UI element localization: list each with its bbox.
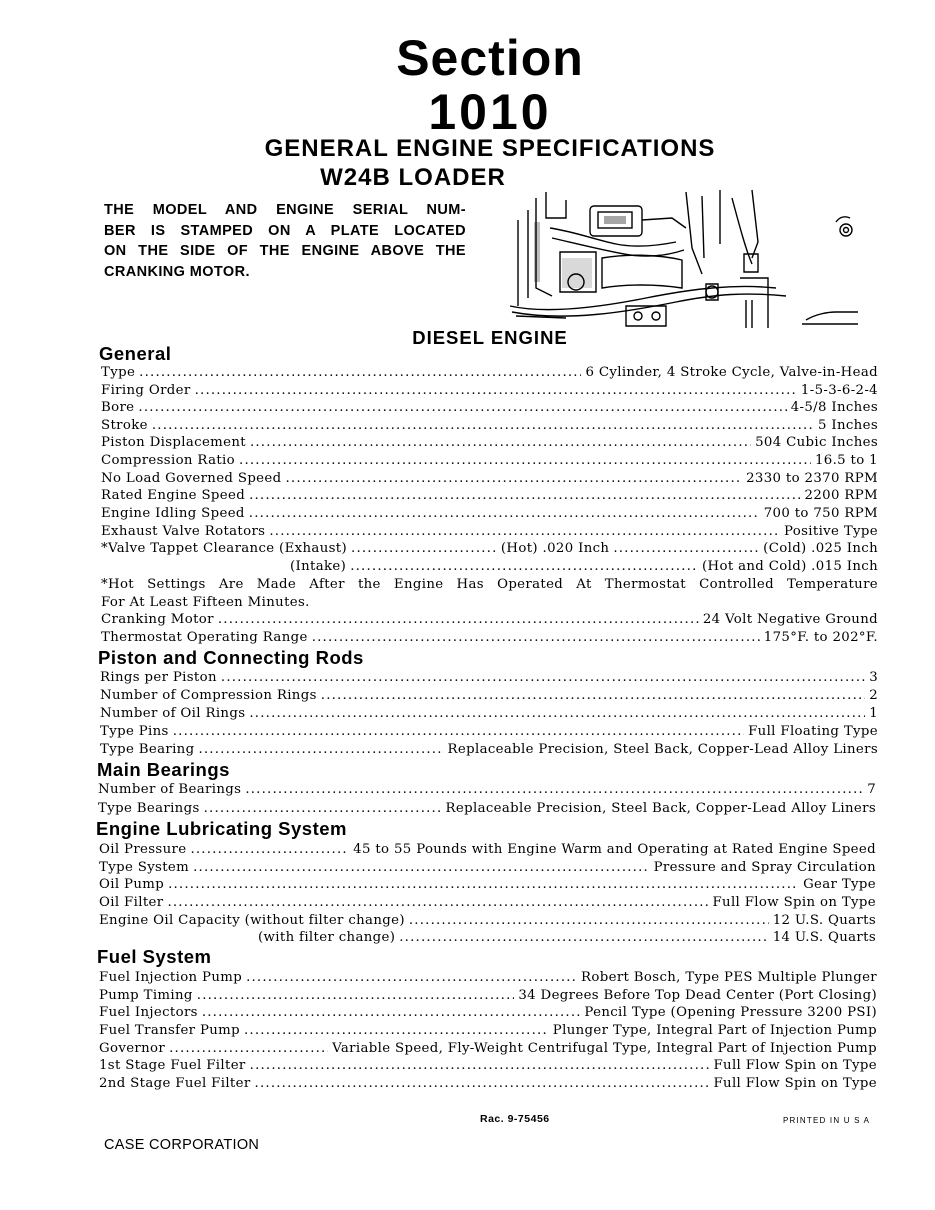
leader-dots — [399, 929, 768, 947]
spec-label: Compression Ratio — [101, 453, 236, 468]
printed-in-usa: PRINTED IN U S A — [783, 1116, 871, 1125]
spec-row-tappet-intake — [290, 558, 878, 576]
spec-row-oil-pump — [99, 876, 876, 894]
leader-dots — [202, 1004, 581, 1022]
spec-value: 45 to 55 Pounds with Engine Warm and Operating at Rated Engine Speed — [353, 842, 876, 857]
spec-row-compression — [101, 452, 878, 470]
spec-value: 12 U.S. Quarts — [772, 913, 876, 928]
spec-value: 175°F. to 202°F. — [763, 630, 878, 645]
spec-value-hot: (Hot) .020 Inch — [500, 541, 610, 556]
section-heading-general: General — [99, 343, 172, 364]
spec-row-injection-pump — [99, 969, 877, 987]
leader-dots — [244, 1022, 549, 1040]
leader-dots — [139, 364, 581, 382]
spec-value: Replaceable Precision, Steel Back, Copper-Lead Alloy Liners — [445, 801, 876, 816]
spec-label: Engine Oil Capacity (without filter change) — [99, 913, 405, 928]
spec-label: Firing Order — [101, 383, 191, 398]
spec-row-displacement — [101, 434, 878, 452]
spec-label: Rated Engine Speed — [101, 488, 246, 503]
spec-row-rated-speed — [101, 487, 878, 505]
company-name: CASE CORPORATION — [104, 1137, 260, 1153]
spec-label: Fuel Injectors — [99, 1005, 198, 1020]
spec-row-injectors — [99, 1004, 877, 1022]
leader-dots — [285, 470, 742, 488]
spec-value: 16.5 to 1 — [814, 453, 878, 468]
leader-dots — [250, 434, 751, 452]
spec-value: 2200 RPM — [804, 488, 878, 503]
spec-value: Replaceable Precision, Steel Back, Copper-Lead Alloy Liners — [447, 742, 878, 757]
spec-value: Pencil Type (Opening Pressure 3200 PSI) — [584, 1005, 877, 1020]
spec-label: Bore — [101, 400, 135, 415]
engine-illustration-icon — [506, 188, 868, 332]
spec-label: Rings per Piston — [100, 670, 217, 685]
spec-row-filter-1st — [99, 1057, 877, 1075]
spec-label: 2nd Stage Fuel Filter — [99, 1076, 251, 1091]
spec-label: Number of Oil Rings — [100, 706, 246, 721]
spec-row-type-system — [99, 859, 876, 877]
leader-dots — [204, 800, 442, 818]
leader-dots — [169, 1040, 328, 1058]
spec-label: Fuel Transfer Pump — [99, 1023, 240, 1038]
spec-value: Variable Speed, Fly-Weight Centrifugal Type, Integral Part of Injection Pump — [332, 1041, 877, 1056]
spec-label: Thermostat Operating Range — [101, 630, 308, 645]
leader-dots — [173, 723, 744, 741]
note-line: ON THE SIDE OF THE ENGINE ABOVE THE — [104, 243, 466, 259]
spec-row-valve-rotators — [101, 523, 878, 541]
leader-dots — [409, 912, 769, 930]
spec-row-bore — [101, 399, 878, 417]
spec-value: 2330 to 2370 RPM — [746, 471, 878, 486]
spec-row-pump-timing — [99, 987, 877, 1005]
note-line: BER IS STAMPED ON A PLATE LOCATED — [104, 222, 466, 239]
spec-row-governor — [99, 1040, 877, 1058]
spec-row-type — [101, 364, 878, 382]
leader-dots — [255, 1075, 710, 1093]
spec-row-tappet-exhaust — [101, 540, 878, 558]
spec-row-compression-rings — [100, 687, 878, 705]
leader-dots — [239, 452, 811, 470]
leader-dots — [218, 611, 699, 629]
leader-dots — [245, 781, 863, 799]
spec-row-type-bearings — [98, 800, 876, 818]
spec-value: Full Flow Spin on Type — [713, 1058, 877, 1073]
spec-label: Fuel Injection Pump — [99, 970, 243, 985]
spec-value: (Hot and Cold) .015 Inch — [701, 559, 878, 574]
spec-value: 2 — [869, 688, 878, 703]
spec-row-firing-order — [101, 382, 878, 400]
spec-label: Cranking Motor — [101, 612, 214, 627]
spec-row-oil-rings — [100, 705, 878, 723]
engine-type-heading: DIESEL ENGINE — [412, 327, 568, 348]
spec-value: Positive Type — [783, 524, 878, 539]
spec-label: Piston Displacement — [101, 435, 246, 450]
spec-value: Full Flow Spin on Type — [713, 1076, 877, 1091]
leader-dots — [138, 399, 786, 417]
leader-dots — [350, 558, 698, 576]
page-title: GENERAL ENGINE SPECIFICATIONS — [264, 135, 716, 162]
spec-value-cold: (Cold) .025 Inch — [763, 541, 878, 556]
spec-value: Full Flow Spin on Type — [712, 895, 876, 910]
spec-label: Engine Idling Speed — [101, 506, 245, 521]
spec-label: No Load Governed Speed — [101, 471, 282, 486]
leader-dots — [312, 629, 760, 647]
spec-label: Oil Filter — [99, 895, 164, 910]
leader-dots — [249, 705, 865, 723]
spec-row-filter-2nd — [99, 1075, 877, 1093]
spec-row-stroke — [101, 417, 878, 435]
spec-row-rings-per-piston — [100, 669, 878, 687]
leader-dots — [613, 540, 759, 558]
spec-row-oil-pressure — [99, 841, 876, 859]
spec-value: 7 — [867, 782, 876, 797]
spec-label: (with filter change) — [258, 930, 396, 945]
spec-label: Number of Compression Rings — [100, 688, 317, 703]
leader-dots — [249, 487, 800, 505]
spec-row-cranking-motor — [101, 611, 878, 629]
leader-dots — [221, 669, 865, 687]
spec-label: Pump Timing — [99, 988, 193, 1003]
spec-label: Governor — [99, 1041, 166, 1056]
spec-label: Type Pins — [100, 724, 169, 739]
spec-row-thermostat — [101, 629, 878, 647]
spec-row-number-bearings — [98, 781, 876, 799]
spec-value: Robert Bosch, Type PES Multiple Plunger — [581, 970, 877, 985]
spec-label: Type Bearing — [100, 742, 195, 757]
spec-row-transfer-pump — [99, 1022, 877, 1040]
spec-label: Number of Bearings — [98, 782, 242, 797]
spec-label: Type Bearings — [98, 801, 200, 816]
spec-row-no-load-speed — [101, 470, 878, 488]
page-subtitle: W24B LOADER — [320, 164, 506, 191]
spec-label: Exhaust Valve Rotators — [101, 524, 266, 539]
leader-dots — [351, 540, 497, 558]
spec-value: 1-5-3-6-2-4 — [800, 383, 878, 398]
section-word: Section — [396, 30, 584, 86]
spec-label: Type System — [99, 860, 190, 875]
reference-number: Rac. 9-75456 — [480, 1113, 550, 1125]
leader-dots — [152, 417, 814, 435]
spec-value: 6 Cylinder, 4 Stroke Cycle, Valve-in-Head — [585, 365, 878, 380]
leader-dots — [190, 841, 349, 859]
spec-label: *Valve Tappet Clearance (Exhaust) — [101, 541, 348, 556]
spec-value: Plunger Type, Integral Part of Injection Pump — [552, 1023, 877, 1038]
spec-row-type-pins — [100, 723, 878, 741]
spec-value: Gear Type — [803, 877, 876, 892]
spec-value: 4-5/8 Inches — [790, 400, 878, 415]
leader-dots — [249, 505, 760, 523]
spec-label: Oil Pressure — [99, 842, 187, 857]
section-number: 1010 — [428, 84, 552, 140]
spec-value: 504 Cubic Inches — [755, 435, 878, 450]
leader-dots — [198, 741, 443, 759]
hot-settings-note-continued: For At Least Fifteen Minutes. — [101, 595, 310, 610]
spec-value: 700 to 750 RPM — [763, 506, 878, 521]
section-heading-piston: Piston and Connecting Rods — [98, 647, 364, 668]
hot-settings-note: *Hot Settings Are Made After the Engine Has Operated At Thermostat Controlled Temperature — [101, 577, 878, 592]
leader-dots — [167, 894, 708, 912]
spec-value: 24 Volt Negative Ground — [702, 612, 878, 627]
leader-dots — [269, 523, 780, 541]
spec-row-idling-speed — [101, 505, 878, 523]
spec-label: Type — [101, 365, 136, 380]
leader-dots — [168, 876, 799, 894]
note-line: CRANKING MOTOR. — [104, 263, 250, 280]
leader-dots — [193, 859, 650, 877]
spec-value: 5 Inches — [817, 418, 878, 433]
section-heading-main-bearings: Main Bearings — [97, 759, 230, 780]
section-heading-fuel: Fuel System — [97, 946, 212, 967]
spec-row-oil-filter — [99, 894, 876, 912]
spec-value: 1 — [869, 706, 878, 721]
leader-dots — [246, 969, 577, 987]
leader-dots — [197, 987, 515, 1005]
leader-dots — [195, 382, 797, 400]
spec-label: Oil Pump — [99, 877, 165, 892]
spec-value: 3 — [869, 670, 878, 685]
spec-label: 1st Stage Fuel Filter — [99, 1058, 246, 1073]
spec-value: 14 U.S. Quarts — [772, 930, 876, 945]
section-heading-lubrication: Engine Lubricating System — [96, 818, 347, 839]
spec-row-type-bearing — [100, 741, 878, 759]
spec-label: (Intake) — [290, 559, 347, 574]
leader-dots — [321, 687, 865, 705]
spec-row-capacity-with — [258, 929, 876, 947]
spec-label: Stroke — [101, 418, 148, 433]
spec-value: Pressure and Spray Circulation — [653, 860, 876, 875]
spec-value: Full Floating Type — [748, 724, 878, 739]
spec-row-capacity-without — [99, 912, 876, 930]
serial-number-note — [104, 200, 466, 282]
spec-value: 34 Degrees Before Top Dead Center (Port Closing) — [518, 988, 877, 1003]
note-line: THE MODEL AND ENGINE SERIAL NUM- — [104, 202, 466, 218]
leader-dots — [250, 1057, 710, 1075]
